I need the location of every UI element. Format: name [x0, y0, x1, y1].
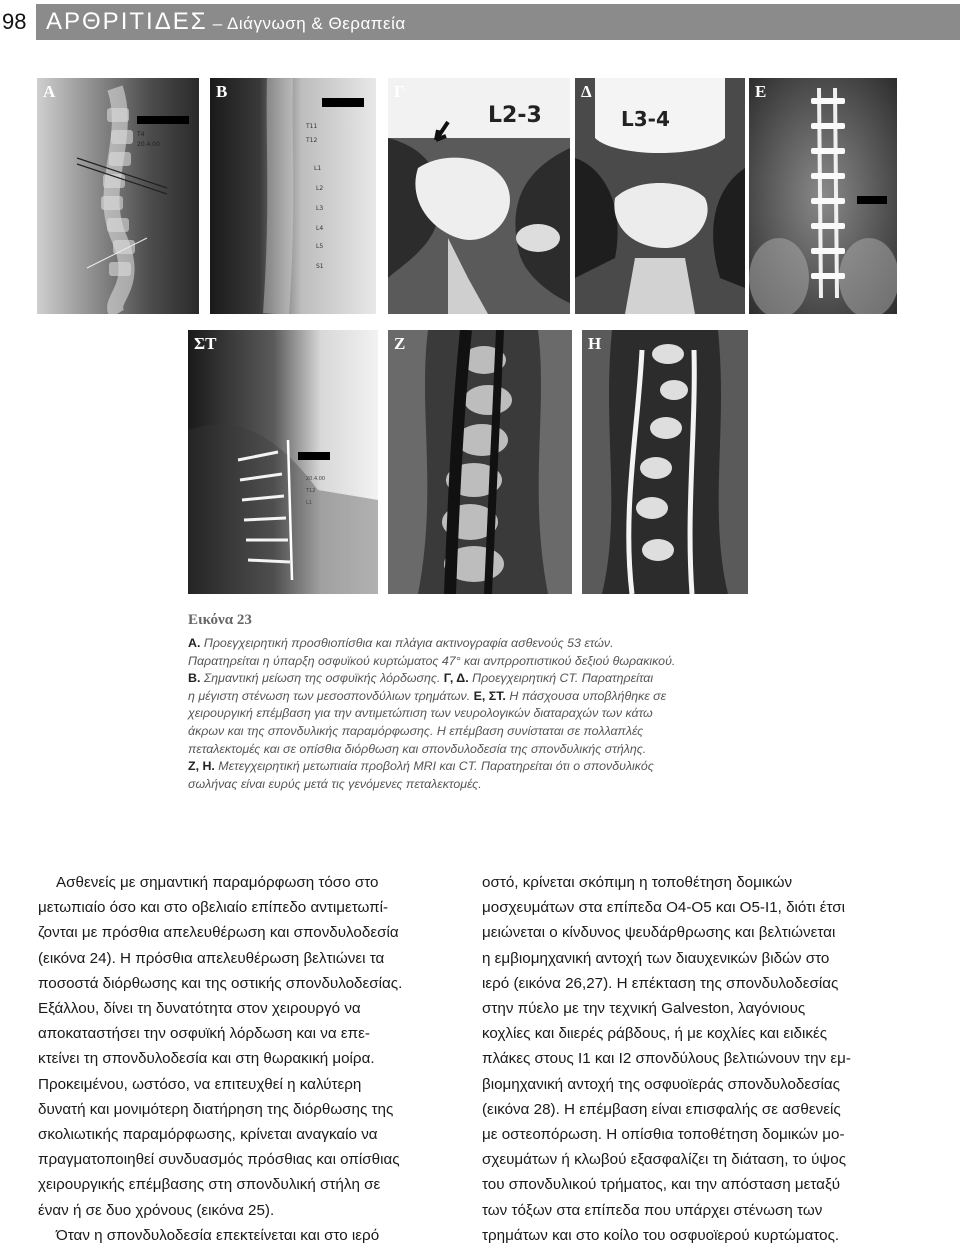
svg-text:L1: L1 [314, 165, 322, 172]
panel-label-st: ΣΤ [194, 334, 217, 353]
svg-text:T12: T12 [306, 137, 318, 144]
figure-panel-st [188, 330, 378, 594]
svg-text:T12: T12 [306, 488, 316, 494]
ct-handwritten-level-d: L3-4 [621, 107, 670, 131]
page-number: 98 [2, 9, 27, 34]
running-header [36, 4, 960, 40]
body-line: κοχλίες και διιερές ράβδους, ή με κοχλίες και ειδικές [482, 1025, 828, 1043]
svg-text:S1: S1 [316, 263, 324, 270]
body-line: Ασθενείς με σημαντική παραμόρφωση τόσο στο [56, 874, 379, 891]
svg-text:L3: L3 [316, 205, 324, 212]
body-line: πλάκες στους Ι1 και Ι2 σπονδύλους βελτιώνουν την εμ- [482, 1050, 851, 1068]
body-line: αποκαταστήσει την οσφυϊκή λόρδωση και να επε- [38, 1025, 370, 1043]
svg-text:T11: T11 [306, 123, 318, 130]
body-column-left [38, 870, 458, 1248]
body-line: σχευμάτων ή κλωβού εξασφαλίζει τη διάταση, το ύψος [482, 1151, 847, 1169]
body-line: Όταν η σπονδυλοδεσία επεκτείνεται και στο ιερό [56, 1226, 380, 1244]
caption-line: Ζ, Η. Μετεγχειρητική μετωπιαία προβολή MRI και CT. Παρατηρείται ότι ο σπονδυλικός [188, 759, 654, 774]
figure-panel-e [749, 78, 897, 314]
caption-line: Παρατηρείται η ύπαρξη οσφυϊκού κυρτώματος 47° και ανπρροπιστικού δεξιού θωρακικού. [188, 653, 676, 668]
figure-caption-title: Εικόνα 23 [188, 612, 252, 628]
caption-line: άκρων και της σπονδυλικής παραμόρφωσης. Η επέμβαση συνίσταται σε πολλαπλές [188, 723, 644, 738]
panel-label-e: Ε [755, 82, 767, 101]
ct-coronal-image [582, 330, 748, 594]
panel-label-d: Δ [581, 82, 592, 101]
svg-text:20.4.00: 20.4.00 [137, 141, 160, 148]
figure-panel-a [37, 78, 199, 314]
svg-text:20.4.00: 20.4.00 [306, 476, 326, 482]
body-line: Εξάλλου, δίνει τη δυνατότητα στον χειρουργό να [38, 1000, 361, 1018]
chapter-title: ΑΡΘΡΙΤΙΔΕΣ [46, 8, 208, 35]
body-line: στην πύελο με την τεχνική Galveston, λαγόνιους [482, 1000, 806, 1018]
ct-image-l23 [388, 78, 570, 314]
body-line: δυνατή και μονιμότερη διατήρηση της διόρθωσης της [38, 1100, 394, 1118]
body-line: (εικόνα 28). Η επέμβαση είναι επισφαλής σε ασθενείς [482, 1100, 841, 1118]
body-line: μειώνεται ο κίνδυνος ψευδάρθρωσης και βελτιώνεται [482, 924, 836, 942]
figure-panel-h [582, 330, 748, 594]
body-line: οστό, κρίνεται σκόπιμη η τοποθέτηση δομικών [482, 874, 793, 891]
panel-label-g: Γ [394, 82, 405, 101]
ct-handwritten-level-g: L2-3 [488, 103, 542, 128]
figure-panel-b [210, 78, 376, 314]
caption-line: η μέγιστη στένωση των μεσοσπονδύλιων τρημάτων. Ε, ΣΤ. Η πάσχουσα υποβλήθηκε σε [188, 688, 667, 703]
panel-label-z: Ζ [394, 334, 406, 353]
body-line: του σπονδυλικού τρήματος, και την απόσταση μεταξύ [482, 1176, 841, 1194]
figure-panel-z [388, 330, 572, 594]
panel-label-h: Η [588, 334, 602, 353]
svg-text:T4: T4 [137, 131, 145, 138]
body-line: με οστεοπόρωση. Η οπίσθια τοποθέτηση δομικών μο- [482, 1126, 845, 1144]
body-line: τρημάτων και στο κοίλο του οσφυοϊερού κυρτώματος. [482, 1226, 840, 1244]
panel-label-b: Β [216, 82, 228, 101]
body-line: κτείνει τη σπονδυλοδεσία και στη θωρακική μοίρα. [38, 1050, 375, 1068]
body-line: ζονται με πρόσθια απελευθέρωση και σπονδυλοδεσία [38, 924, 399, 942]
figure-caption [188, 635, 748, 793]
body-line: ποσοστά διόρθωσης και της οστικής σπονδυλοδεσίας. [38, 974, 403, 992]
body-line: σκολιωτικής παραμόρφωσης, κρίνεται αναγκαίο να [38, 1126, 378, 1144]
caption-line: πεταλεκτομές και σε οπίσθια διόρθωση και σπονδυλοδεσία της σπονδυλικής στήλης. [188, 741, 647, 756]
caption-line: χειρουργική επέμβαση για την αντιμετώπιση των νευρολογικών διαταραχών των κάτω [188, 706, 653, 721]
body-line: των τόξων στα επίπεδα που υπάρχει στένωση των [482, 1201, 823, 1219]
body-line: έναν ή σε δυο χρόνους (εικόνα 25). [38, 1201, 275, 1219]
xray-ap-image [37, 78, 199, 314]
figure-panel-d [575, 78, 745, 314]
body-line: η εμβιομηχανική αντοχή των διαυχενικών βιδών στο [482, 949, 830, 967]
body-line: ιερό (εικόνα 26,27). Η επέκταση της σπονδυλοδεσίας [482, 974, 839, 992]
figure-panel-g [388, 78, 570, 314]
caption-line: Α. Προεγχειρητική προσθιοπίσθια και πλάγια ακτινογραφία ασθενούς 53 ετών. [188, 636, 614, 650]
caption-line: Β. Σημαντική μείωση της οσφυϊκής λόρδωσης. Γ, Δ. Προεγχειρητική CT. Παρατηρείται [188, 671, 654, 686]
body-line: (εικόνα 24). Η πρόσθια απελευθέρωση βελτιώνει τα [38, 949, 385, 967]
body-line: μοσχευμάτων στα επίπεδα Ο4-Ο5 και Ο5-Ι1, διότι έτσι [482, 899, 846, 917]
body-line: μετωπιαίο όσο και στο οβελιαίο επίπεδο αντιμετωπί- [38, 899, 389, 917]
body-line: χειρουργικής επέμβασης στη σπονδυλική στήλη σε [38, 1176, 381, 1194]
running-title [46, 4, 406, 42]
body-line: βιομηχανική αντοχή της οσφυοϊεράς σπονδυλοδεσίας [482, 1075, 840, 1093]
body-line: Προκειμένου, ωστόσο, να επιτευχθεί η καλύτερη [38, 1075, 362, 1093]
panel-label-a: Α [43, 82, 56, 101]
xray-lateral-image [210, 78, 376, 314]
body-line: πραγματοποιηθεί συνδυασμός πρόσθιας και οπίσθιας [38, 1151, 400, 1169]
svg-text:L2: L2 [316, 185, 324, 192]
mri-coronal-image [388, 330, 572, 594]
xray-postop-lateral-image [188, 330, 378, 594]
ct-image-l34 [575, 78, 745, 314]
body-column-right [482, 870, 922, 1248]
svg-text:L4: L4 [316, 225, 324, 232]
svg-text:L1: L1 [306, 500, 312, 506]
xray-postop-ap-image [749, 78, 897, 314]
chapter-subtitle: – Διάγνωση & Θεραπεία [207, 14, 406, 33]
caption-line: σωλήνας είναι ευρύς μετά τις γενόμενες πεταλεκτομές. [188, 776, 482, 791]
svg-text:L5: L5 [316, 243, 324, 250]
